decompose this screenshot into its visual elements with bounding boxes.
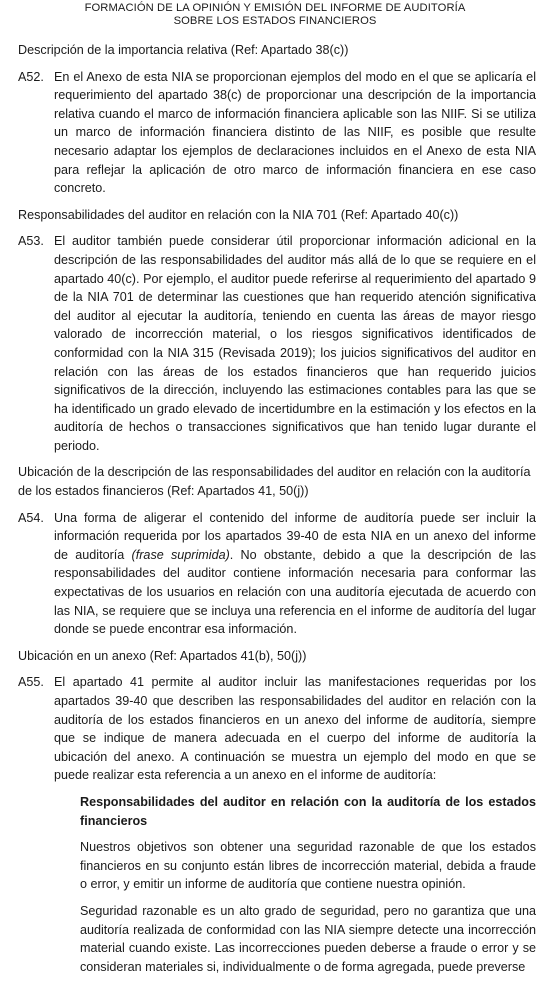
paragraph-number: A53. (18, 234, 44, 249)
paragraph-a52 (18, 68, 536, 198)
paragraph-number: A52. (18, 69, 44, 84)
section-heading-materiality: Descripción de la importancia relativa (Ref: Apartado 38(c)) (18, 43, 349, 57)
paragraph-text: En el Anexo de esta NIA se proporcionan ejemplos del modo en el que se aplicaría el requerimiento del apartado 38(c) de proporcionar una descripción de la importancia relativa cuando el marco de información financiera aplicable son las NIIF. Si se utiliza un marco de información financiera distinto de las NIIF, es posible que resulte necesario adaptar los ejemplos de declaraciones incluidos en el Anexo de esta NIA para reflejar la aplicación de otro marco de información financiera en ese caso concreto. (54, 69, 536, 196)
paragraph-text (54, 509, 536, 639)
paragraph-a53 (18, 232, 536, 455)
document-body (18, 41, 536, 984)
example-paragraph-1: Nuestros objetivos son obtener una seguridad razonable de que los estados financieros en su conjunto están libres de incorrección material, debida a fraude o error, y emitir un informe de auditoría que contiene nuestra opinión. (80, 840, 536, 892)
running-header (0, 2, 550, 28)
header-line-2: SOBRE LOS ESTADOS FINANCIEROS (173, 15, 377, 27)
paragraph-text-part: . No obstante, debido a que la descripción de las responsabilidades del auditor contiene información necesaria para conformar las expectativas de los usuarios en relación con una auditoría ejecutada de acuerdo con las NIA, se requiere que se incluya una referencia en el informe de auditoría del lugar donde se puede encontrar esa información. (54, 547, 536, 637)
example-paragraph-2: Seguridad razonable es un alto grado de seguridad, pero no garantiza que una auditoría realizada de conformidad con las NIA siempre detecte una incorrección material cuando existe. Las incorrecciones pueden deberse a fraude o error y se consideran materiales si, individualmente o de forma agregada, puede preverse (80, 903, 536, 974)
paragraph-text-part: Una forma de aligerar el contenido del informe de auditoría puede ser incluir la información requerida por los apartados 39-40 de esta NIA en un anexo del informe de auditoría (54, 510, 536, 562)
header-line-1: FORMACIÓN DE LA OPINIÓN Y EMISIÓN DEL INFORME DE AUDITORÍA (84, 2, 466, 14)
section-heading-annex: Ubicación en un anexo (Ref: Apartados 41(b), 50(j)) (18, 648, 307, 663)
paragraph-italic-note: (frase suprimida) (131, 547, 230, 562)
paragraph-a54 (18, 509, 536, 639)
paragraph-number: A55. (18, 675, 44, 690)
section-heading-location: Ubicación de la descripción de las responsabilidades del auditor en relación con la auditoría de los estados financieros (Ref: Apartados 41, 50(j)) (18, 465, 531, 499)
paragraph-text: El apartado 41 permite al auditor incluir las manifestaciones requeridas por los apartados 39-40 que describen las responsabilidades del auditor en relación con la auditoría de los estados financieros en un anexo del informe de auditoría, siempre que se indique de manera adecuada en el cuerpo del informe de auditoría la ubicación del anexo. A continuación se muestra un ejemplo del modo en que se puede realizar esta referencia a un anexo en el informe de auditoría: (54, 675, 536, 783)
example-excerpt (80, 793, 536, 976)
section-heading-nia-701: Responsabilidades del auditor en relación con la NIA 701 (Ref: Apartado 40(c)) (18, 207, 459, 222)
paragraph-number: A54. (18, 510, 44, 525)
paragraph-text: El auditor también puede considerar útil proporcionar información adicional en la descripción de las responsabilidades del auditor más allá de lo que se requiere en el apartado 40(c). Por ejemplo, el auditor puede referirse al requerimiento del apartado 9 de la NIA 701 de determinar las cuestiones que han requerido atención significativa del auditor al ejecutar la auditoría, teniendo en cuenta las áreas de mayor riesgo valorado de incorrección material, o los riesgos significativos identificados de conformidad con la NIA 315 (Revisada 2019); los juicios significativos del auditor en relación con las áreas de los estados financieros que han requerido juicios significativos de la dirección, incluyendo las estimaciones contables para las que se ha identificado un grado elevado de incertidumbre en la estimación y los efectos en la auditoría de hechos o transacciones significativos que han tenido lugar durante el periodo. (54, 234, 536, 453)
paragraph-a55 (18, 673, 536, 785)
example-title: Responsabilidades del auditor en relación con la auditoría de los estados financieros (80, 794, 536, 828)
